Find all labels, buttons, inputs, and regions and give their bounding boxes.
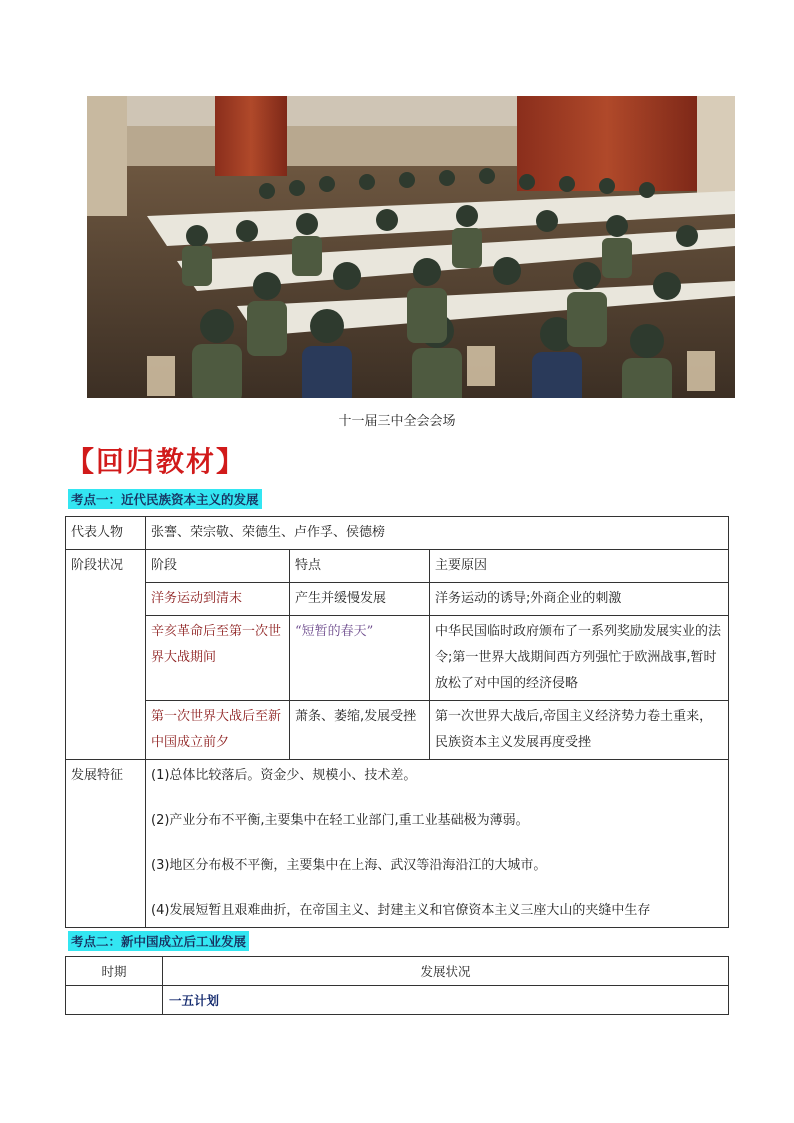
- header-period: 时期: [66, 957, 163, 986]
- rep-label: 代表人物: [66, 517, 146, 550]
- kaodian2-table: [65, 956, 729, 1015]
- table-row: [66, 986, 729, 1015]
- header-reason: 主要原因: [430, 550, 729, 583]
- stage-reason: 中华民国临时政府颁布了一系列奖励发展实业的法令;第一世界大战期间西方列强忙于欧洲战事,暂时放松了对中国的经济侵略: [430, 616, 729, 701]
- meeting-photo-illustration: [87, 96, 735, 398]
- stage-reason: 第一次世界大战后,帝国主义经济势力卷土重来，民族资本主义发展再度受挫: [430, 701, 729, 760]
- table-row: [66, 583, 729, 616]
- stage-feature: 产生并缓慢发展: [290, 583, 430, 616]
- period-cell: [66, 986, 163, 1015]
- stage-name: 洋务运动到清末: [146, 583, 290, 616]
- stage-feature: 萧条、萎缩,发展受挫: [290, 701, 430, 760]
- meeting-photo: [87, 96, 735, 398]
- stage-name: 第一次世界大战后至新中国成立前夕: [146, 701, 290, 760]
- table-row: [66, 957, 729, 986]
- photo-caption: 十一届三中全会会场: [338, 414, 456, 429]
- header-stage: 阶段: [146, 550, 290, 583]
- feature-item: (2)产业分布不平衡,主要集中在轻工业部门,重工业基础极为薄弱。: [151, 813, 529, 828]
- feature-item: (4)发展短暂且艰难曲折，在帝国主义、封建主义和官僚资本主义三座大山的夹缝中生存: [151, 903, 651, 918]
- table-row: [66, 550, 729, 583]
- header-feature: 特点: [290, 550, 430, 583]
- feature-item: (3)地区分布极不平衡，主要集中在上海、武汉等沿海沿江的大城市。: [151, 858, 547, 873]
- section-title: 【回归教材】: [66, 445, 247, 478]
- rep-value: 张謇、荣宗敬、荣德生、卢作孚、侯德榜: [146, 517, 729, 550]
- table-row: [66, 760, 729, 928]
- table-row: [66, 517, 729, 550]
- kaodian2-title: 考点二：新中国成立后工业发展: [68, 931, 249, 951]
- kaodian1-table: [65, 516, 729, 928]
- stage-feature: “短暂的春天”: [290, 616, 430, 701]
- feature-label: 发展特征: [66, 760, 146, 928]
- stage-label: 阶段状况: [66, 550, 146, 760]
- header-status: 发展状况: [163, 957, 729, 986]
- table-row: [66, 701, 729, 760]
- table-row: [66, 616, 729, 701]
- stage-reason: 洋务运动的诱导;外商企业的刺激: [430, 583, 729, 616]
- kaodian1-title: 考点一：近代民族资本主义的发展: [68, 489, 262, 509]
- status-cell: 一五计划: [163, 986, 729, 1015]
- feature-item: (1)总体比较落后。资金少、规模小、技术差。: [151, 768, 417, 783]
- feature-list: [146, 760, 729, 928]
- stage-name: 辛亥革命后至第一次世界大战期间: [146, 616, 290, 701]
